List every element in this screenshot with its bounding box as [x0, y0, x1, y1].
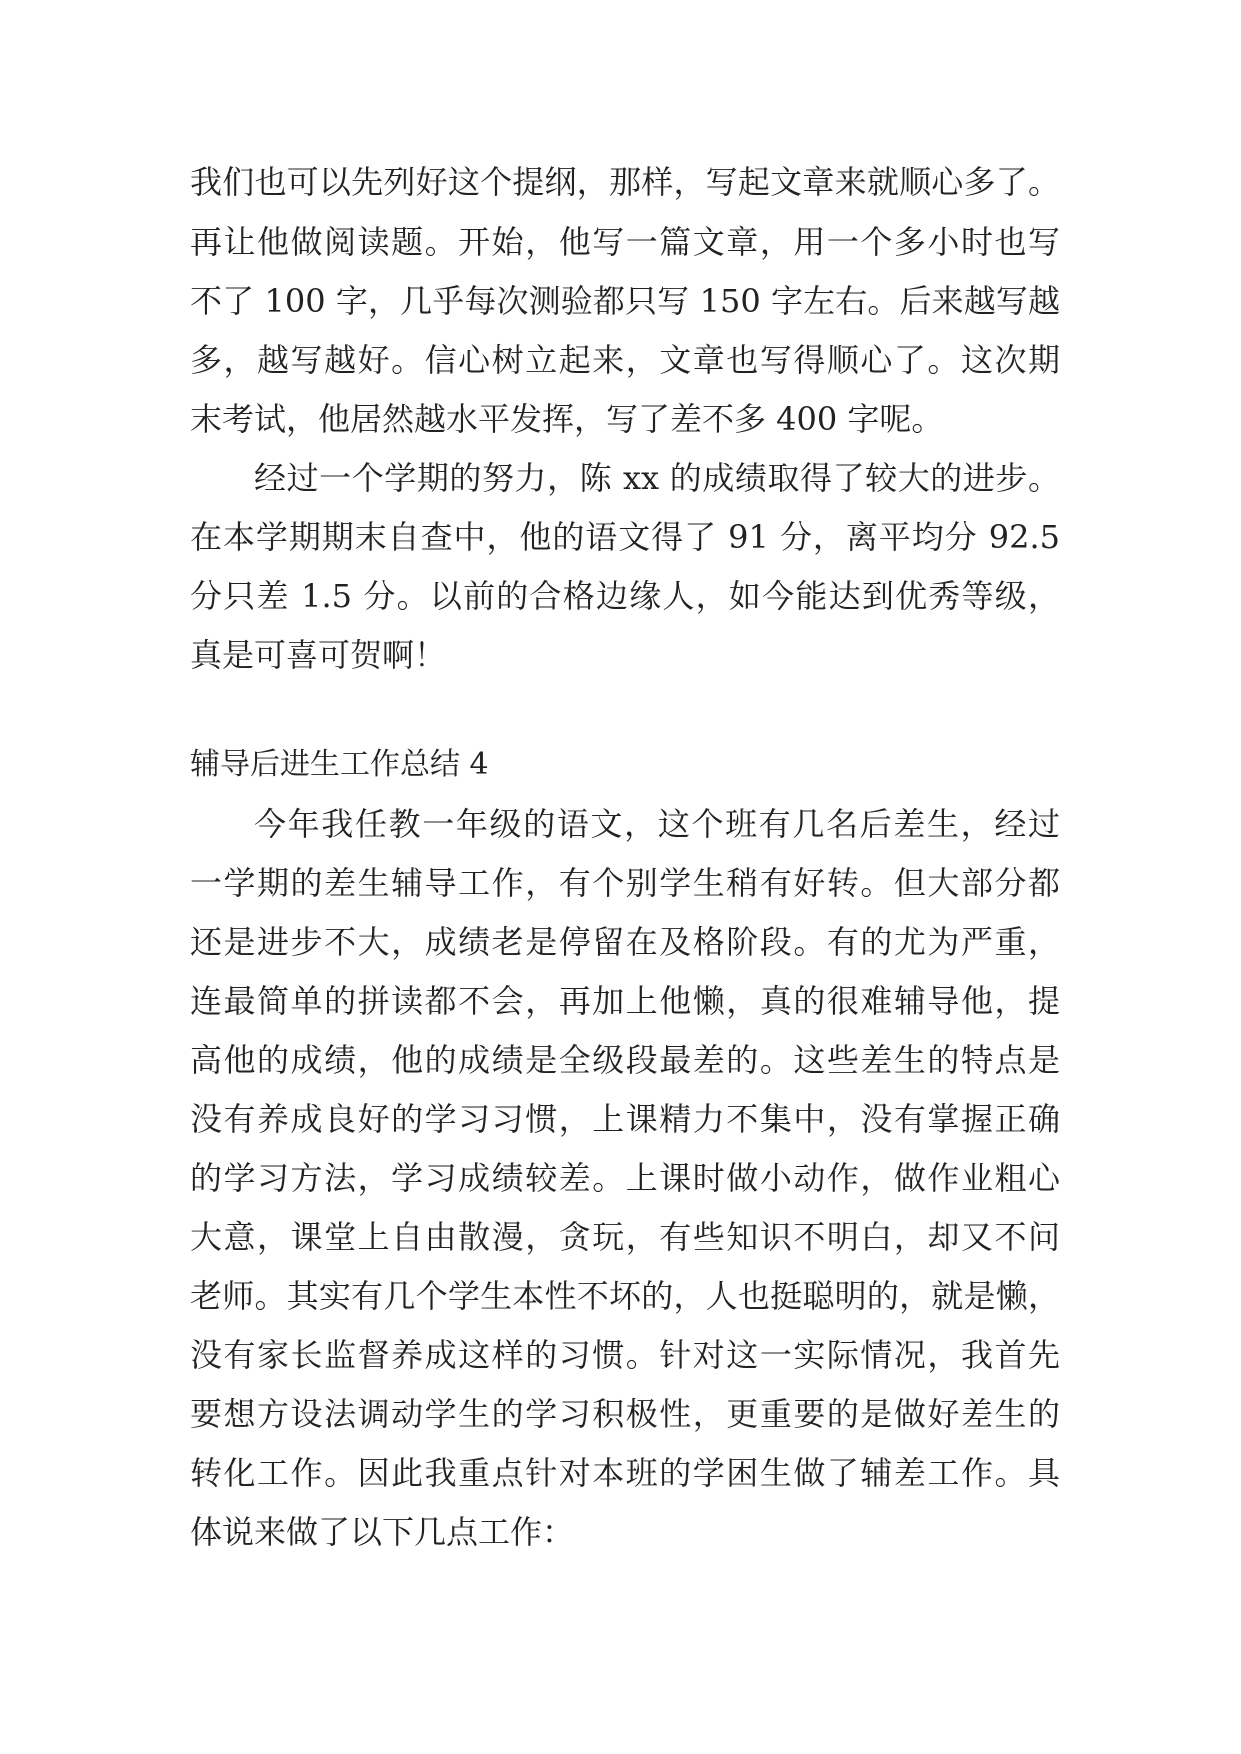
paragraph-3-line-9: 老师。其实有几个学生本性不坏的，人也挺聪明的，就是懒，	[190, 1277, 1060, 1315]
paragraph-3-line-2: 一学期的差生辅导工作，有个别学生稍有好转。但大部分都	[190, 864, 1060, 902]
section-heading: 辅导后进生工作总结 4	[190, 747, 489, 782]
paragraph-1-line-3: 不了 100 字，几乎每次测验都只写 150 字左右。后来越写越	[190, 282, 1060, 320]
paragraph-3-line-4: 连最简单的拼读都不会，再加上他懒，真的很难辅导他，提	[190, 982, 1060, 1020]
paragraph-1-line-4: 多，越写越好。信心树立起来，文章也写得顺心了。这次期	[190, 341, 1060, 379]
paragraph-2-line-1: 经过一个学期的努力，陈 xx 的成绩取得了较大的进步。	[254, 459, 1060, 497]
paragraph-3-line-11: 要想方设法调动学生的学习积极性，更重要的是做好差生的	[190, 1395, 1060, 1433]
paragraph-1-line-1: 我们也可以先列好这个提纲，那样，写起文章来就顺心多了。	[190, 163, 1060, 201]
paragraph-3-line-8: 大意，课堂上自由散漫，贪玩，有些知识不明白，却又不问	[190, 1218, 1060, 1256]
paragraph-3-line-5: 高他的成绩，他的成绩是全级段最差的。这些差生的特点是	[190, 1041, 1060, 1079]
paragraph-2-line-4: 真是可喜可贺啊！	[190, 636, 447, 674]
paragraph-1-line-2: 再让他做阅读题。开始，他写一篇文章，用一个多小时也写	[190, 223, 1060, 261]
paragraph-3-line-1: 今年我任教一年级的语文，这个班有几名后差生，经过	[254, 805, 1060, 843]
paragraph-2-line-2: 在本学期期末自查中，他的语文得了 91 分，离平均分 92.5	[190, 518, 1060, 556]
paragraph-3-line-13: 体说来做了以下几点工作：	[190, 1513, 575, 1551]
paragraph-3-line-7: 的学习方法，学习成绩较差。上课时做小动作，做作业粗心	[190, 1159, 1060, 1197]
paragraph-3-line-12: 转化工作。因此我重点针对本班的学困生做了辅差工作。具	[190, 1454, 1060, 1492]
paragraph-2-line-3: 分只差 1.5 分。以前的合格边缘人，如今能达到优秀等级，	[190, 577, 1060, 615]
paragraph-3-line-10: 没有家长监督养成这样的习惯。针对这一实际情况，我首先	[190, 1336, 1060, 1374]
paragraph-3-line-6: 没有养成良好的学习习惯，上课精力不集中，没有掌握正确	[190, 1100, 1060, 1138]
paragraph-1-line-5: 末考试，他居然越水平发挥，写了差不多 400 字呢。	[190, 400, 944, 438]
paragraph-3-line-3: 还是进步不大，成绩老是停留在及格阶段。有的尤为严重，	[190, 923, 1060, 961]
